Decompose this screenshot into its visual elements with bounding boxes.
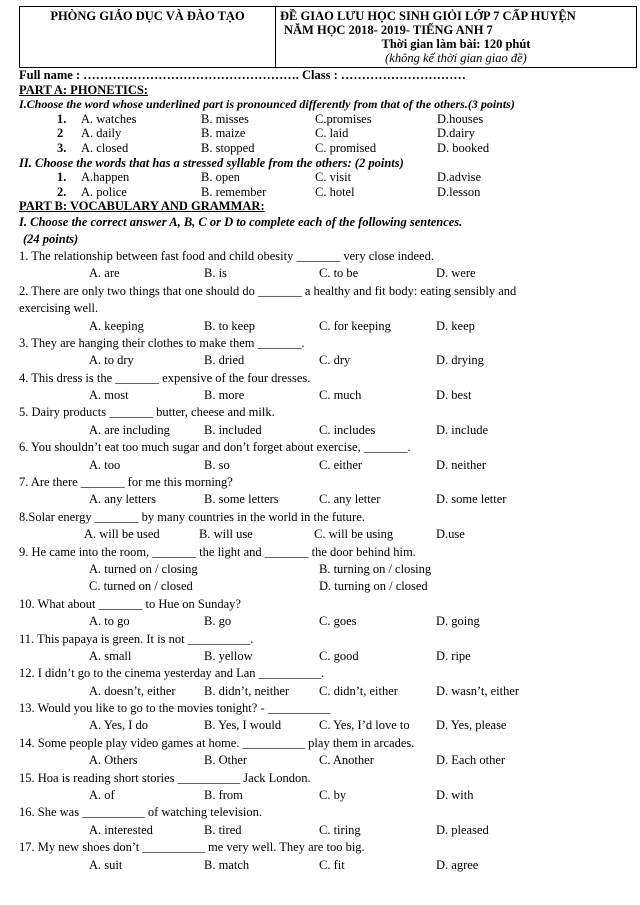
answer-row: [19, 265, 637, 282]
answer-option: C. will be using: [314, 527, 394, 542]
answer-option: A. are: [89, 266, 120, 281]
answer-row: [19, 318, 637, 335]
answer-option: A. police: [81, 184, 127, 199]
answer-option: A. Yes, I do: [89, 718, 149, 733]
answer-option: B. stopped: [201, 140, 255, 155]
answer-row: [19, 352, 637, 369]
answer-option: A. are including: [89, 422, 170, 437]
section-vocab-grammar: [19, 214, 637, 231]
answer-option: C. to be: [319, 266, 359, 281]
answer-option: D. neither: [436, 457, 486, 472]
answer-option: D. turning on / closed: [319, 579, 428, 594]
answer-row: [19, 491, 637, 508]
answer-option: B. included: [204, 422, 262, 437]
answer-option: C. Yes, I’d love to: [319, 718, 410, 733]
answer-option: B. from: [204, 788, 243, 803]
answer-option: B. will use: [199, 527, 253, 542]
question-text: 4. This dress is the _______ expensive of the four dresses.: [19, 370, 311, 385]
answer-option: B. yellow: [204, 648, 253, 663]
item-number: 2.: [57, 184, 67, 199]
question-text: 7. Are there _______ for me this morning?: [19, 475, 233, 490]
answer-option: C. visit: [315, 170, 352, 185]
answer-option: B. turning on / closing: [319, 561, 432, 576]
answer-row: [19, 578, 637, 595]
question-text: 1. The relationship between fast food and child obesity _______ very close indeed.: [19, 248, 434, 263]
answer-row: [19, 683, 637, 700]
item-number: 3.: [57, 140, 67, 155]
question-list: [19, 248, 637, 874]
answer-option: D.lesson: [437, 184, 481, 199]
answer-option: D.dairy: [437, 126, 475, 141]
answer-row: [19, 387, 637, 404]
question-text: 3. They are hanging their clothes to make them _______.: [19, 335, 305, 350]
question-text: 6. You shouldn’t eat too much sugar and don’t forget about exercise, _______.: [19, 440, 411, 455]
answer-option: C. good: [319, 648, 359, 663]
answer-option: D. Each other: [436, 753, 506, 768]
answer-option: A. doesn’t, either: [89, 683, 176, 698]
answer-option: D.advise: [437, 170, 482, 185]
answer-option: C. by: [319, 788, 347, 803]
answer-option: C. either: [319, 457, 363, 472]
answer-option: D. drying: [436, 353, 484, 368]
item-number: 1.: [57, 170, 67, 185]
part-a-heading: PART A: PHONETICS:: [19, 82, 148, 97]
answer-option: C. much: [319, 388, 362, 403]
answer-option: A. closed: [81, 140, 129, 155]
question-text: 17. My new shoes don’t __________ me very well. They are too big.: [19, 840, 365, 855]
section-phonetics-2: II. Choose the words that has a stressed syllable from the others: (2 points): [19, 155, 404, 170]
answer-option: A. suit: [89, 857, 123, 872]
answer-row: [19, 526, 637, 543]
question-text: 8.Solar energy _______ by many countries in the world in the future.: [19, 509, 365, 524]
section-vocab-instruction: I. Choose the correct answer A, B, C or D to complete each of the following sentences.: [19, 214, 463, 229]
answer-option: B. is: [204, 266, 227, 281]
answer-option: D. keep: [436, 318, 475, 333]
part-b-heading: PART B: VOCABULARY AND GRAMMAR:: [19, 199, 265, 214]
answer-row: [19, 717, 637, 734]
answer-option: C. Another: [319, 753, 374, 768]
answer-option: D.use: [436, 527, 465, 542]
answer-option: A. to dry: [89, 353, 134, 368]
answer-option: A. watches: [81, 111, 137, 126]
answer-option: A. of: [89, 788, 115, 803]
answer-option: B. didn’t, neither: [204, 683, 290, 698]
answer-option: D. were: [436, 266, 476, 281]
answer-option: A. will be used: [84, 527, 160, 542]
phonetic-item: [19, 126, 637, 141]
answer-option: C. didn’t, either: [319, 683, 398, 698]
question-text: 9. He came into the room, _______ the light and _______ the door behind him.: [19, 544, 416, 559]
answer-option: C. turned on / closed: [89, 579, 193, 594]
question-text: 12. I didn’t go to the cinema yesterday and Lan __________.: [19, 666, 325, 681]
answer-row: [19, 457, 637, 474]
question-text-continued: exercising well.: [19, 301, 99, 316]
answer-option: C. tiring: [319, 822, 361, 837]
answer-option: A. any letters: [89, 492, 156, 507]
answer-option: C. promised: [315, 140, 377, 155]
item-number: 2: [57, 126, 64, 141]
question-text: 2. There are only two things that one should do _______ a healthy and fit body: eating sensibly and: [19, 283, 517, 298]
answer-option: B. remember: [201, 184, 267, 199]
question-text: 13. Would you like to go to the movies tonight? - __________: [19, 701, 331, 716]
answer-option: B. go: [204, 614, 232, 629]
phonetic-item: [19, 170, 637, 185]
answer-option: B. Yes, I would: [204, 718, 282, 733]
phonetic-item: [19, 185, 637, 200]
answer-option: D. going: [436, 614, 480, 629]
answer-option: B. tired: [204, 822, 242, 837]
answer-option: C.promises: [315, 111, 372, 126]
answer-option: D. some letter: [436, 492, 507, 507]
answer-option: B. match: [204, 857, 250, 872]
answer-row: [19, 822, 637, 839]
answer-row: [19, 613, 637, 630]
answer-option: B. more: [204, 388, 245, 403]
phonetics-2-list: [19, 170, 637, 199]
exam-header: [19, 6, 637, 68]
answer-option: B. maize: [201, 126, 246, 141]
answer-row: [19, 857, 637, 874]
answer-option: B. open: [201, 170, 240, 185]
exam-title-block: [276, 7, 637, 68]
answer-option: D. booked: [437, 140, 490, 155]
answer-row: [19, 787, 637, 804]
answer-option: C. goes: [319, 614, 357, 629]
question-text: 11. This papaya is green. It is not __________.: [19, 631, 254, 646]
exam-page: [19, 6, 637, 874]
item-number: 1.: [57, 111, 67, 126]
answer-option: D.houses: [437, 111, 484, 126]
answer-option: A.happen: [81, 170, 130, 185]
answer-option: D. include: [436, 422, 489, 437]
answer-option: C. hotel: [315, 184, 355, 199]
answer-option: A. Others: [89, 753, 138, 768]
answer-option: A. too: [89, 457, 121, 472]
answer-option: A. interested: [89, 822, 153, 837]
answer-option: A. small: [89, 648, 132, 663]
exam-duration-note: (không kể thời gian giao đề): [385, 51, 527, 65]
answer-option: C. for keeping: [319, 318, 391, 333]
answer-option: D. agree: [436, 857, 479, 872]
question-text: 16. She was __________ of watching television.: [19, 805, 263, 820]
answer-option: C. laid: [315, 126, 349, 141]
answer-option: C. dry: [319, 353, 351, 368]
exam-duration: Thời gian làm bài: 120 phút: [381, 37, 531, 51]
fullname-line: Full name : ……………………………………………. Class : …………………………: [19, 68, 466, 82]
phonetic-item: [19, 112, 637, 127]
question-text: 15. Hoa is reading short stories __________ Jack London.: [19, 770, 311, 785]
section-vocab-points: (24 points): [23, 231, 79, 246]
question-text: 14. Some people play video games at home. __________ play them in arcades.: [19, 735, 415, 750]
answer-row: [19, 422, 637, 439]
answer-row: [19, 561, 637, 578]
phonetics-1-list: [19, 112, 637, 156]
answer-option: C. includes: [319, 422, 376, 437]
exam-title: ĐỀ GIAO LƯU HỌC SINH GIỎI LỚP 7 CẤP HUYỆN: [280, 9, 576, 23]
question-text: 10. What about _______ to Hue on Sunday?: [19, 596, 241, 611]
answer-row: [19, 752, 637, 769]
answer-option: A. turned on / closing: [89, 561, 198, 576]
answer-option: D. with: [436, 788, 474, 803]
answer-option: A. most: [89, 388, 129, 403]
answer-option: C. any letter: [319, 492, 381, 507]
answer-option: B. to keep: [204, 318, 256, 333]
answer-option: D. Yes, please: [436, 718, 507, 733]
answer-option: B. Other: [204, 753, 248, 768]
answer-option: D. ripe: [436, 648, 471, 663]
answer-option: A. keeping: [89, 318, 144, 333]
answer-option: B. misses: [201, 111, 249, 126]
answer-row: [19, 648, 637, 665]
answer-option: D. wasn’t, either: [436, 683, 520, 698]
phonetic-item: [19, 141, 637, 156]
section-phonetics-1: I.Choose the word whose underlined part is pronounced differently from that of the others.(3 points): [19, 97, 515, 112]
answer-option: B. some letters: [204, 492, 279, 507]
answer-option: A. daily: [81, 126, 122, 141]
department-name: PHÒNG GIÁO DỤC VÀ ĐÀO TẠO: [20, 7, 276, 68]
question-text: 5. Dairy products _______ butter, cheese and milk.: [19, 405, 275, 420]
exam-year: NĂM HỌC 2018- 2019- TIẾNG ANH 7: [284, 23, 493, 37]
answer-option: C. fit: [319, 857, 345, 872]
answer-option: D. best: [436, 388, 472, 403]
answer-option: B. so: [204, 457, 230, 472]
answer-option: D. pleased: [436, 822, 489, 837]
answer-option: B. dried: [204, 353, 245, 368]
answer-option: A. to go: [89, 614, 130, 629]
